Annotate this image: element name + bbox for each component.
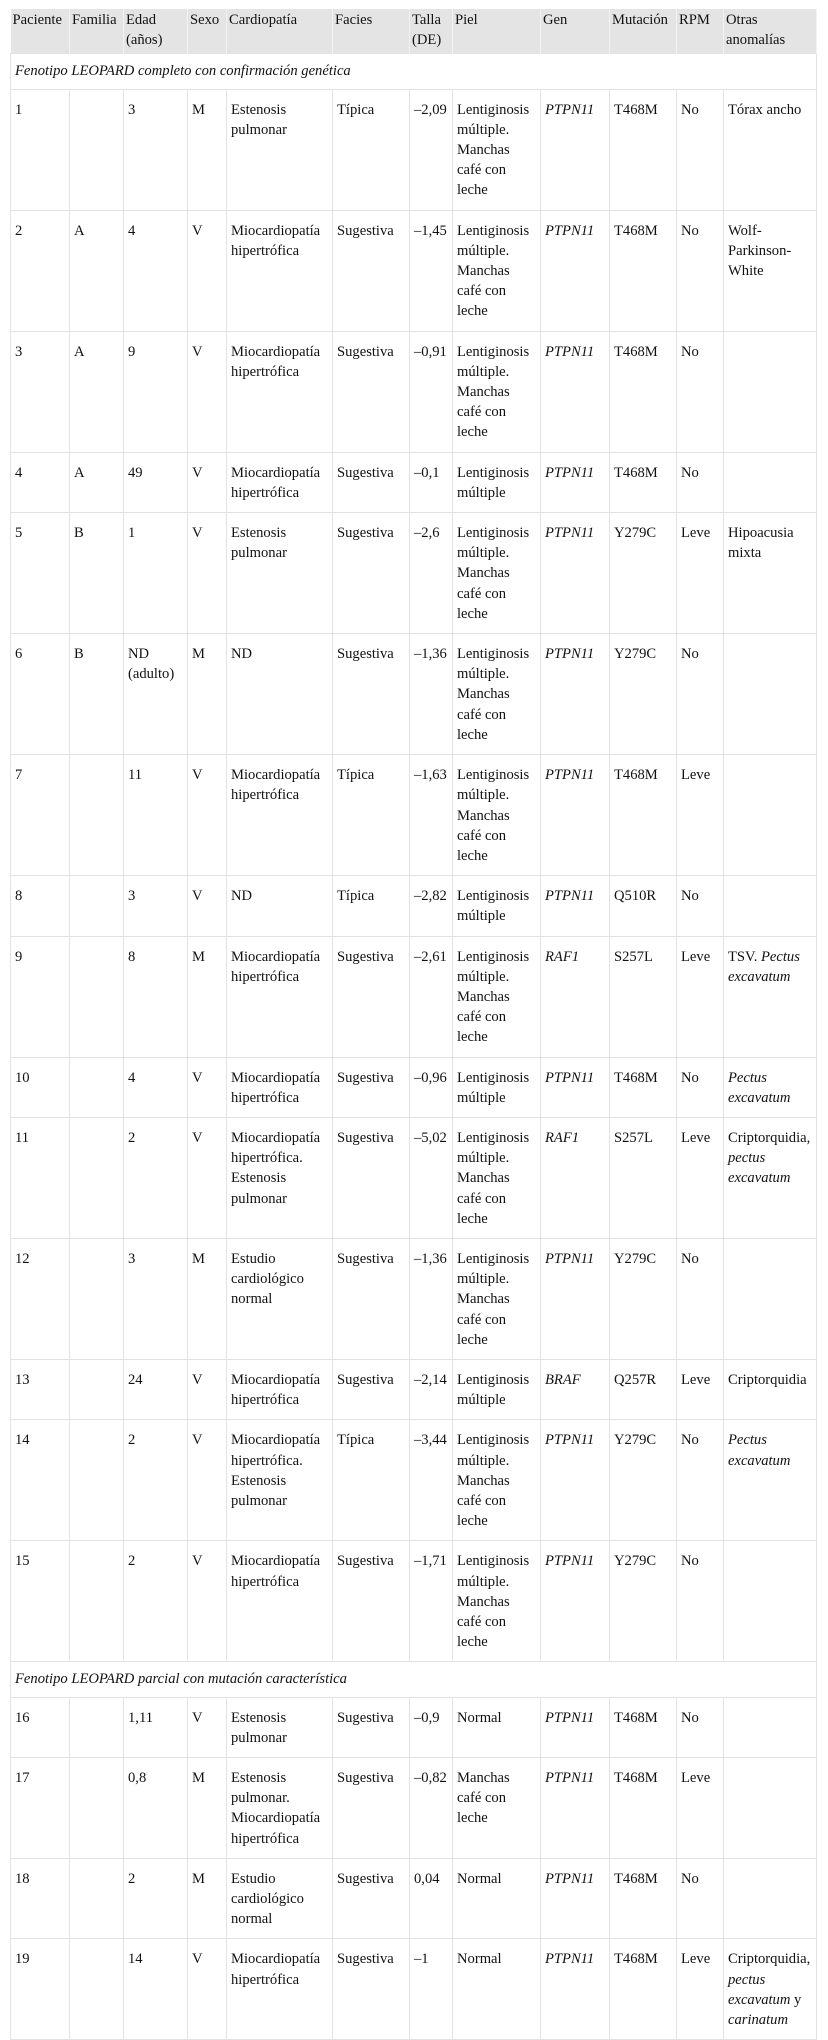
cell-familia bbox=[70, 1057, 124, 1117]
cell-otras-anomalias bbox=[724, 1238, 817, 1359]
cell-familia bbox=[70, 1939, 124, 2040]
cell-piel: Lentiginosis múltiple. Manchas café con leche bbox=[453, 755, 541, 876]
cell-facies: Sugestiva bbox=[333, 1939, 410, 2040]
cell-familia bbox=[70, 89, 124, 210]
cell-piel: Lentiginosis múltiple bbox=[453, 1057, 541, 1117]
cell-talla: –1,71 bbox=[410, 1541, 453, 1662]
cell-gen: PTPN11 bbox=[541, 1758, 610, 1859]
cell-talla: –0,1 bbox=[410, 452, 453, 512]
cell-rpm: Leve bbox=[677, 1359, 724, 1419]
cell-cardiopatia: Miocardiopatía hipertrófica. Estenosis pulmonar bbox=[227, 1420, 333, 1541]
cell-rpm: No bbox=[677, 634, 724, 755]
cell-otras-anomalias: Hipoacusia mixta bbox=[724, 513, 817, 634]
cell-talla: –3,44 bbox=[410, 1420, 453, 1541]
cell-gen: PTPN11 bbox=[541, 1541, 610, 1662]
cell-paciente: 12 bbox=[11, 1238, 70, 1359]
cell-piel: Lentiginosis múltiple. Manchas café con leche bbox=[453, 634, 541, 755]
cell-gen: PTPN11 bbox=[541, 755, 610, 876]
cell-edad: ND (adulto) bbox=[124, 634, 188, 755]
cell-talla: –0,9 bbox=[410, 1697, 453, 1757]
cell-piel: Lentiginosis múltiple. Manchas café con leche bbox=[453, 89, 541, 210]
cell-paciente: 15 bbox=[11, 1541, 70, 1662]
cell-familia: B bbox=[70, 634, 124, 755]
cell-familia: A bbox=[70, 210, 124, 331]
cell-talla: 0,04 bbox=[410, 1858, 453, 1939]
table-row bbox=[11, 1939, 817, 2040]
cell-piel: Lentiginosis múltiple. Manchas café con leche bbox=[453, 210, 541, 331]
cell-edad: 4 bbox=[124, 1057, 188, 1117]
table-row bbox=[11, 936, 817, 1057]
cell-edad: 9 bbox=[124, 331, 188, 452]
table-row bbox=[11, 1238, 817, 1359]
cell-facies: Típica bbox=[333, 89, 410, 210]
table-row bbox=[11, 1420, 817, 1541]
cell-cardiopatia: Miocardiopatía hipertrófica bbox=[227, 1057, 333, 1117]
cell-familia: A bbox=[70, 452, 124, 512]
cell-piel: Lentiginosis múltiple bbox=[453, 452, 541, 512]
table-row bbox=[11, 1541, 817, 1662]
cell-facies: Sugestiva bbox=[333, 210, 410, 331]
cell-paciente: 9 bbox=[11, 936, 70, 1057]
cell-gen: PTPN11 bbox=[541, 210, 610, 331]
col-header-edad: Edad (años) bbox=[124, 9, 188, 54]
cell-sexo: M bbox=[188, 634, 227, 755]
cell-edad: 1,11 bbox=[124, 1697, 188, 1757]
cell-familia bbox=[70, 1758, 124, 1859]
cell-edad: 0,8 bbox=[124, 1758, 188, 1859]
cell-talla: –1,45 bbox=[410, 210, 453, 331]
cell-rpm: No bbox=[677, 1697, 724, 1757]
cell-gen: PTPN11 bbox=[541, 1420, 610, 1541]
cell-gen: PTPN11 bbox=[541, 1858, 610, 1939]
cell-familia bbox=[70, 1359, 124, 1419]
col-header-gen: Gen bbox=[541, 9, 610, 54]
cell-cardiopatia: Miocardiopatía hipertrófica bbox=[227, 936, 333, 1057]
cell-piel: Lentiginosis múltiple. Manchas café con leche bbox=[453, 1541, 541, 1662]
cell-gen: PTPN11 bbox=[541, 1238, 610, 1359]
cell-sexo: M bbox=[188, 1858, 227, 1939]
cell-otras-anomalias bbox=[724, 452, 817, 512]
col-header-otras-anomalias: Otras anomalías bbox=[724, 9, 817, 54]
cell-familia bbox=[70, 755, 124, 876]
cell-paciente: 1 bbox=[11, 89, 70, 210]
cell-edad: 11 bbox=[124, 755, 188, 876]
cell-gen: RAF1 bbox=[541, 1117, 610, 1238]
cell-piel: Lentiginosis múltiple bbox=[453, 876, 541, 936]
cell-otras-anomalias bbox=[724, 1697, 817, 1757]
cell-piel: Lentiginosis múltiple. Manchas café con leche bbox=[453, 936, 541, 1057]
cell-paciente: 7 bbox=[11, 755, 70, 876]
cell-piel: Lentiginosis múltiple. Manchas café con leche bbox=[453, 1420, 541, 1541]
cell-cardiopatia: Miocardiopatía hipertrófica bbox=[227, 452, 333, 512]
cell-sexo: V bbox=[188, 210, 227, 331]
cell-otras-anomalias: Criptorquidia, pectus excavatum bbox=[724, 1117, 817, 1238]
cell-facies: Sugestiva bbox=[333, 1758, 410, 1859]
cell-piel: Lentiginosis múltiple. Manchas café con leche bbox=[453, 1117, 541, 1238]
cell-edad: 3 bbox=[124, 1238, 188, 1359]
cell-rpm: No bbox=[677, 1541, 724, 1662]
cell-familia: B bbox=[70, 513, 124, 634]
cell-rpm: Leve bbox=[677, 936, 724, 1057]
cell-gen: BRAF bbox=[541, 1359, 610, 1419]
table-row bbox=[11, 452, 817, 512]
section-title: Fenotipo LEOPARD completo con confirmación genética bbox=[11, 54, 817, 89]
cell-facies: Sugestiva bbox=[333, 1858, 410, 1939]
cell-edad: 1 bbox=[124, 513, 188, 634]
cell-cardiopatia: Miocardiopatía hipertrófica bbox=[227, 331, 333, 452]
cell-cardiopatia: Miocardiopatía hipertrófica bbox=[227, 755, 333, 876]
cell-talla: –0,91 bbox=[410, 331, 453, 452]
cell-familia bbox=[70, 1117, 124, 1238]
cell-facies: Sugestiva bbox=[333, 1697, 410, 1757]
cell-rpm: No bbox=[677, 1858, 724, 1939]
cell-paciente: 2 bbox=[11, 210, 70, 331]
cell-rpm: No bbox=[677, 876, 724, 936]
cell-mutacion: T468M bbox=[610, 1858, 677, 1939]
cell-mutacion: T468M bbox=[610, 1758, 677, 1859]
cell-rpm: Leve bbox=[677, 755, 724, 876]
cell-familia bbox=[70, 1238, 124, 1359]
cell-paciente: 11 bbox=[11, 1117, 70, 1238]
cell-mutacion: Y279C bbox=[610, 1541, 677, 1662]
cell-rpm: No bbox=[677, 331, 724, 452]
cell-paciente: 6 bbox=[11, 634, 70, 755]
cell-mutacion: S257L bbox=[610, 1117, 677, 1238]
cell-rpm: No bbox=[677, 89, 724, 210]
cell-sexo: V bbox=[188, 1541, 227, 1662]
cell-mutacion: Q510R bbox=[610, 876, 677, 936]
cell-sexo: V bbox=[188, 1057, 227, 1117]
cell-talla: –2,14 bbox=[410, 1359, 453, 1419]
cell-mutacion: T468M bbox=[610, 1939, 677, 2040]
cell-sexo: V bbox=[188, 876, 227, 936]
cell-rpm: No bbox=[677, 452, 724, 512]
cell-cardiopatia: Estudio cardiológico normal bbox=[227, 1858, 333, 1939]
cell-sexo: V bbox=[188, 755, 227, 876]
cell-mutacion: T468M bbox=[610, 1057, 677, 1117]
col-header-talla: Talla (DE) bbox=[410, 9, 453, 54]
header-row bbox=[11, 9, 817, 54]
cell-edad: 2 bbox=[124, 1117, 188, 1238]
cell-cardiopatia: Estenosis pulmonar. Miocardiopatía hipertrófica bbox=[227, 1758, 333, 1859]
cell-edad: 2 bbox=[124, 1858, 188, 1939]
cell-familia: A bbox=[70, 331, 124, 452]
cell-facies: Sugestiva bbox=[333, 1238, 410, 1359]
cell-gen: PTPN11 bbox=[541, 1057, 610, 1117]
cell-gen: PTPN11 bbox=[541, 1939, 610, 2040]
cell-gen: PTPN11 bbox=[541, 1697, 610, 1757]
cell-talla: –5,02 bbox=[410, 1117, 453, 1238]
cell-paciente: 4 bbox=[11, 452, 70, 512]
col-header-paciente: Paciente bbox=[11, 9, 70, 54]
cell-facies: Sugestiva bbox=[333, 936, 410, 1057]
cell-cardiopatia: Miocardiopatía hipertrófica bbox=[227, 1541, 333, 1662]
leopard-patients-table bbox=[10, 9, 817, 2040]
cell-talla: –1 bbox=[410, 1939, 453, 2040]
cell-facies: Sugestiva bbox=[333, 634, 410, 755]
cell-facies: Sugestiva bbox=[333, 1117, 410, 1238]
cell-familia bbox=[70, 1420, 124, 1541]
section-row bbox=[11, 54, 817, 89]
cell-mutacion: T468M bbox=[610, 210, 677, 331]
cell-cardiopatia: Miocardiopatía hipertrófica. Estenosis pulmonar bbox=[227, 1117, 333, 1238]
cell-gen: PTPN11 bbox=[541, 876, 610, 936]
cell-rpm: No bbox=[677, 210, 724, 331]
cell-otras-anomalias: Tórax ancho bbox=[724, 89, 817, 210]
cell-sexo: V bbox=[188, 1420, 227, 1541]
cell-facies: Típica bbox=[333, 876, 410, 936]
cell-edad: 2 bbox=[124, 1420, 188, 1541]
cell-talla: –2,82 bbox=[410, 876, 453, 936]
table-body bbox=[11, 54, 817, 2040]
cell-otras-anomalias bbox=[724, 634, 817, 755]
cell-mutacion: Y279C bbox=[610, 1238, 677, 1359]
cell-piel: Normal bbox=[453, 1697, 541, 1757]
cell-familia bbox=[70, 876, 124, 936]
cell-mutacion: T468M bbox=[610, 1697, 677, 1757]
cell-paciente: 13 bbox=[11, 1359, 70, 1419]
cell-otras-anomalias: Pectus excavatum bbox=[724, 1420, 817, 1541]
cell-edad: 3 bbox=[124, 876, 188, 936]
cell-cardiopatia: Miocardiopatía hipertrófica bbox=[227, 1939, 333, 2040]
cell-paciente: 3 bbox=[11, 331, 70, 452]
table-row bbox=[11, 210, 817, 331]
cell-piel: Lentiginosis múltiple. Manchas café con leche bbox=[453, 331, 541, 452]
cell-familia bbox=[70, 936, 124, 1057]
cell-cardiopatia: Estenosis pulmonar bbox=[227, 89, 333, 210]
cell-piel: Lentiginosis múltiple. Manchas café con leche bbox=[453, 1238, 541, 1359]
cell-talla: –0,82 bbox=[410, 1758, 453, 1859]
cell-rpm: No bbox=[677, 1057, 724, 1117]
cell-talla: –2,6 bbox=[410, 513, 453, 634]
cell-talla: –1,36 bbox=[410, 1238, 453, 1359]
cell-facies: Típica bbox=[333, 1420, 410, 1541]
cell-mutacion: T468M bbox=[610, 331, 677, 452]
cell-facies: Sugestiva bbox=[333, 1541, 410, 1662]
cell-rpm: Leve bbox=[677, 1758, 724, 1859]
cell-edad: 2 bbox=[124, 1541, 188, 1662]
cell-piel: Manchas café con leche bbox=[453, 1758, 541, 1859]
cell-otras-anomalias bbox=[724, 755, 817, 876]
cell-paciente: 18 bbox=[11, 1858, 70, 1939]
cell-familia bbox=[70, 1858, 124, 1939]
cell-cardiopatia: Miocardiopatía hipertrófica bbox=[227, 1359, 333, 1419]
cell-gen: PTPN11 bbox=[541, 331, 610, 452]
table-row bbox=[11, 1057, 817, 1117]
cell-sexo: M bbox=[188, 1238, 227, 1359]
table-row bbox=[11, 1697, 817, 1757]
cell-otras-anomalias: Wolf-Parkinson-White bbox=[724, 210, 817, 331]
cell-facies: Sugestiva bbox=[333, 1359, 410, 1419]
cell-sexo: V bbox=[188, 1117, 227, 1238]
col-header-facies: Facies bbox=[333, 9, 410, 54]
cell-rpm: Leve bbox=[677, 1939, 724, 2040]
cell-paciente: 16 bbox=[11, 1697, 70, 1757]
cell-gen: PTPN11 bbox=[541, 452, 610, 512]
cell-edad: 24 bbox=[124, 1359, 188, 1419]
table-row bbox=[11, 1117, 817, 1238]
cell-sexo: M bbox=[188, 1758, 227, 1859]
cell-talla: –1,63 bbox=[410, 755, 453, 876]
cell-edad: 49 bbox=[124, 452, 188, 512]
cell-talla: –2,09 bbox=[410, 89, 453, 210]
cell-otras-anomalias bbox=[724, 1541, 817, 1662]
table-row bbox=[11, 1359, 817, 1419]
cell-sexo: V bbox=[188, 513, 227, 634]
cell-edad: 8 bbox=[124, 936, 188, 1057]
cell-gen: PTPN11 bbox=[541, 634, 610, 755]
cell-sexo: M bbox=[188, 89, 227, 210]
cell-sexo: M bbox=[188, 936, 227, 1057]
cell-talla: –1,36 bbox=[410, 634, 453, 755]
cell-mutacion: S257L bbox=[610, 936, 677, 1057]
col-header-piel: Piel bbox=[453, 9, 541, 54]
cell-cardiopatia: Miocardiopatía hipertrófica bbox=[227, 210, 333, 331]
cell-facies: Sugestiva bbox=[333, 452, 410, 512]
table-row bbox=[11, 634, 817, 755]
cell-paciente: 5 bbox=[11, 513, 70, 634]
cell-talla: –0,96 bbox=[410, 1057, 453, 1117]
col-header-mutacion: Mutación bbox=[610, 9, 677, 54]
cell-gen: RAF1 bbox=[541, 936, 610, 1057]
cell-mutacion: Y279C bbox=[610, 1420, 677, 1541]
cell-mutacion: Y279C bbox=[610, 513, 677, 634]
cell-mutacion: T468M bbox=[610, 755, 677, 876]
table-row bbox=[11, 755, 817, 876]
cell-cardiopatia: ND bbox=[227, 634, 333, 755]
cell-gen: PTPN11 bbox=[541, 89, 610, 210]
cell-mutacion: Y279C bbox=[610, 634, 677, 755]
cell-paciente: 17 bbox=[11, 1758, 70, 1859]
cell-familia bbox=[70, 1541, 124, 1662]
cell-rpm: Leve bbox=[677, 1117, 724, 1238]
cell-facies: Típica bbox=[333, 755, 410, 876]
table-row bbox=[11, 1858, 817, 1939]
section-title: Fenotipo LEOPARD parcial con mutación característica bbox=[11, 1662, 817, 1697]
cell-otras-anomalias: TSV. Pectus excavatum bbox=[724, 936, 817, 1057]
cell-rpm: No bbox=[677, 1420, 724, 1541]
col-header-sexo: Sexo bbox=[188, 9, 227, 54]
cell-cardiopatia: ND bbox=[227, 876, 333, 936]
cell-sexo: V bbox=[188, 1939, 227, 2040]
cell-piel: Lentiginosis múltiple bbox=[453, 1359, 541, 1419]
cell-cardiopatia: Estenosis pulmonar bbox=[227, 513, 333, 634]
cell-paciente: 10 bbox=[11, 1057, 70, 1117]
table-row bbox=[11, 876, 817, 936]
cell-familia bbox=[70, 1697, 124, 1757]
col-header-familia: Familia bbox=[70, 9, 124, 54]
cell-edad: 4 bbox=[124, 210, 188, 331]
cell-otras-anomalias: Criptorquidia bbox=[724, 1359, 817, 1419]
cell-edad: 14 bbox=[124, 1939, 188, 2040]
cell-piel: Normal bbox=[453, 1939, 541, 2040]
cell-otras-anomalias: Criptorquidia, pectus excavatum y carinatum bbox=[724, 1939, 817, 2040]
cell-otras-anomalias: Pectus excavatum bbox=[724, 1057, 817, 1117]
cell-mutacion: Q257R bbox=[610, 1359, 677, 1419]
cell-mutacion: T468M bbox=[610, 89, 677, 210]
cell-piel: Lentiginosis múltiple. Manchas café con leche bbox=[453, 513, 541, 634]
cell-edad: 3 bbox=[124, 89, 188, 210]
cell-cardiopatia: Estudio cardiológico normal bbox=[227, 1238, 333, 1359]
cell-otras-anomalias bbox=[724, 1758, 817, 1859]
cell-rpm: Leve bbox=[677, 513, 724, 634]
cell-facies: Sugestiva bbox=[333, 331, 410, 452]
cell-facies: Sugestiva bbox=[333, 513, 410, 634]
cell-otras-anomalias bbox=[724, 1858, 817, 1939]
cell-facies: Sugestiva bbox=[333, 1057, 410, 1117]
table-row bbox=[11, 331, 817, 452]
cell-otras-anomalias bbox=[724, 331, 817, 452]
cell-paciente: 14 bbox=[11, 1420, 70, 1541]
col-header-rpm: RPM bbox=[677, 9, 724, 54]
cell-gen: PTPN11 bbox=[541, 513, 610, 634]
cell-paciente: 8 bbox=[11, 876, 70, 936]
cell-sexo: V bbox=[188, 1697, 227, 1757]
cell-sexo: V bbox=[188, 452, 227, 512]
cell-paciente: 19 bbox=[11, 1939, 70, 2040]
cell-sexo: V bbox=[188, 331, 227, 452]
cell-otras-anomalias bbox=[724, 876, 817, 936]
table-row bbox=[11, 1758, 817, 1859]
col-header-cardiopatia: Cardiopatía bbox=[227, 9, 333, 54]
table-row bbox=[11, 513, 817, 634]
cell-talla: –2,61 bbox=[410, 936, 453, 1057]
cell-cardiopatia: Estenosis pulmonar bbox=[227, 1697, 333, 1757]
table-row bbox=[11, 89, 817, 210]
section-row bbox=[11, 1662, 817, 1697]
cell-rpm: No bbox=[677, 1238, 724, 1359]
cell-mutacion: T468M bbox=[610, 452, 677, 512]
cell-piel: Normal bbox=[453, 1858, 541, 1939]
cell-sexo: V bbox=[188, 1359, 227, 1419]
